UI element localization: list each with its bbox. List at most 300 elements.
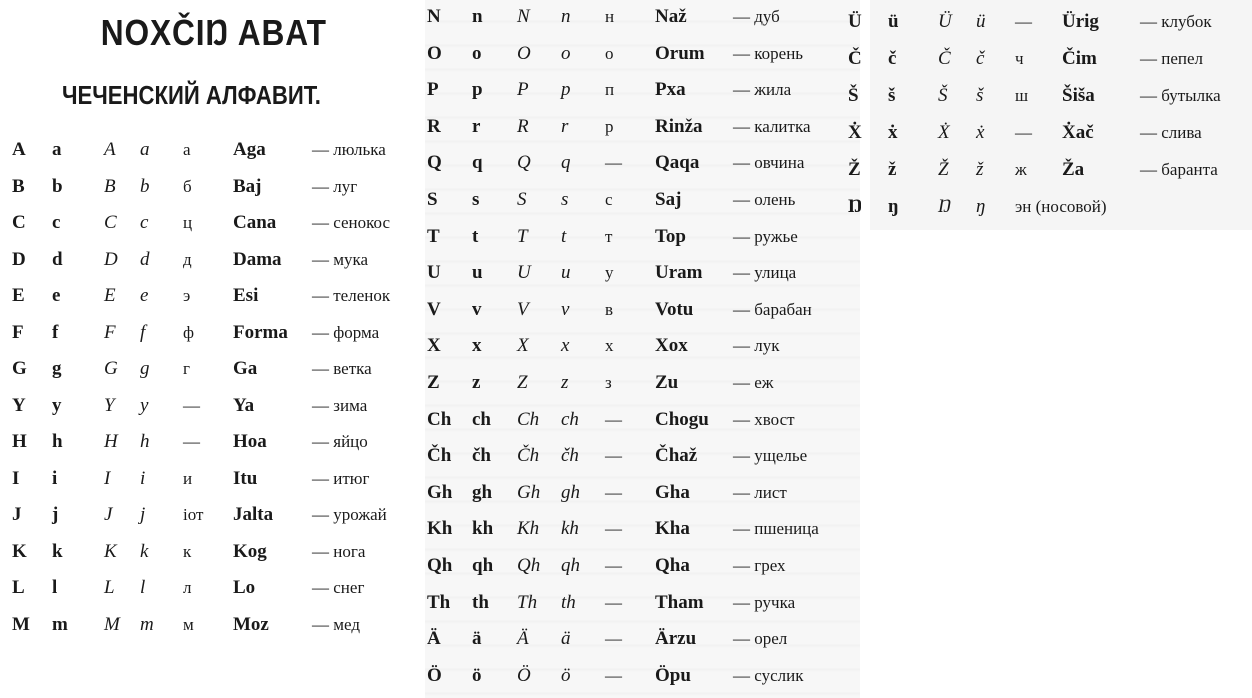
lowercase-letter: th: [472, 592, 489, 613]
alphabet-row: [425, 586, 855, 620]
italic-lowercase-letter: s: [561, 189, 569, 210]
italic-lowercase-letter: c: [140, 212, 149, 233]
italic-lowercase-letter: kh: [561, 518, 579, 539]
italic-uppercase-letter: B: [104, 176, 116, 197]
lowercase-letter: ŋ: [888, 196, 899, 217]
italic-uppercase-letter: E: [104, 285, 116, 306]
cyrillic-equivalent: б: [183, 177, 192, 196]
example-word: Kha: [655, 518, 690, 539]
italic-uppercase-letter: Y: [104, 395, 115, 416]
example-word: Itu: [233, 468, 258, 489]
example-word: Qaqa: [655, 152, 700, 173]
cyrillic-equivalent: iот: [183, 505, 204, 524]
alphabet-column-1: [0, 133, 425, 653]
italic-lowercase-letter: x: [561, 335, 570, 356]
uppercase-letter: Č: [848, 48, 862, 69]
lowercase-letter: v: [472, 299, 482, 320]
cyrillic-equivalent: —: [605, 483, 622, 502]
uppercase-letter: D: [12, 249, 26, 270]
italic-lowercase-letter: m: [140, 614, 154, 635]
alphabet-row: [840, 190, 1252, 224]
cyrillic-equivalent: —: [605, 556, 622, 575]
cyrillic-equivalent: эн (носовой): [1015, 197, 1107, 216]
cyrillic-equivalent: ф: [183, 323, 195, 342]
italic-uppercase-letter: Ü: [938, 11, 952, 32]
translation: — еж: [733, 373, 774, 392]
uppercase-letter: F: [12, 322, 24, 343]
lowercase-letter: p: [472, 79, 483, 100]
example-word: Forma: [233, 322, 288, 343]
alphabet-row: [425, 512, 855, 546]
italic-uppercase-letter: R: [517, 116, 529, 137]
alphabet-row: [425, 366, 855, 400]
translation: — зима: [312, 396, 368, 415]
cyrillic-equivalent: o: [605, 44, 614, 63]
example-word: Aga: [233, 139, 266, 160]
cyrillic-equivalent: —: [605, 153, 622, 172]
translation: — снег: [312, 578, 365, 597]
alphabet-row: [425, 146, 855, 180]
italic-lowercase-letter: z: [561, 372, 569, 393]
translation: — слива: [1140, 123, 1202, 142]
uppercase-letter: T: [427, 226, 440, 247]
lowercase-letter: qh: [472, 555, 494, 576]
translation: — мука: [312, 250, 369, 269]
alphabet-row: [425, 403, 855, 437]
uppercase-letter: Š: [848, 85, 859, 106]
italic-lowercase-letter: u: [561, 262, 571, 283]
cyrillic-equivalent: э: [183, 286, 191, 305]
translation: — форма: [312, 323, 380, 342]
translation: — пепел: [1140, 49, 1204, 68]
italic-lowercase-letter: a: [140, 139, 150, 160]
uppercase-letter: J: [12, 504, 22, 525]
italic-uppercase-letter: I: [104, 468, 111, 489]
alphabet-row: [0, 571, 425, 605]
translation: — лист: [733, 483, 787, 502]
italic-lowercase-letter: k: [140, 541, 149, 562]
example-word: Chogu: [655, 409, 709, 430]
translation: — барабан: [733, 300, 812, 319]
example-word: Dama: [233, 249, 282, 270]
italic-lowercase-letter: o: [561, 43, 571, 64]
lowercase-letter: ẋ: [888, 122, 898, 143]
example-word: Cana: [233, 212, 277, 233]
uppercase-letter: M: [12, 614, 30, 635]
cyrillic-equivalent: ш: [1015, 86, 1029, 105]
example-word: Šiša: [1062, 85, 1095, 106]
cyrillic-equivalent: х: [605, 336, 614, 355]
example-word: Jalta: [233, 504, 274, 525]
alphabet-row: [425, 622, 855, 656]
italic-uppercase-letter: Th: [517, 592, 538, 613]
uppercase-letter: Qh: [427, 555, 453, 576]
example-word: Gha: [655, 482, 690, 503]
uppercase-letter: Q: [427, 152, 442, 173]
lowercase-letter: g: [52, 358, 62, 379]
alphabet-row: [425, 37, 855, 71]
italic-lowercase-letter: r: [561, 116, 569, 137]
alphabet-row: [0, 389, 425, 423]
italic-uppercase-letter: S: [517, 189, 527, 210]
lowercase-letter: o: [472, 43, 482, 64]
lowercase-letter: i: [52, 468, 58, 489]
cyrillic-equivalent: л: [183, 578, 192, 597]
alphabet-row: [425, 256, 855, 290]
example-word: Zu: [655, 372, 679, 393]
italic-lowercase-letter: čh: [561, 445, 579, 466]
translation: — бутылка: [1140, 86, 1221, 105]
italic-lowercase-letter: p: [561, 79, 571, 100]
translation: — лук: [733, 336, 780, 355]
lowercase-letter: ch: [472, 409, 491, 430]
translation: — ружье: [733, 227, 798, 246]
alphabet-row: [0, 535, 425, 569]
translation: — ветка: [312, 359, 372, 378]
italic-uppercase-letter: O: [517, 43, 531, 64]
italic-lowercase-letter: d: [140, 249, 150, 270]
italic-uppercase-letter: Gh: [517, 482, 541, 503]
alphabet-row: [0, 133, 425, 167]
italic-lowercase-letter: h: [140, 431, 150, 452]
example-word: Xox: [655, 335, 688, 356]
alphabet-row: [0, 170, 425, 204]
italic-lowercase-letter: ch: [561, 409, 579, 430]
uppercase-letter: G: [12, 358, 27, 379]
italic-lowercase-letter: t: [561, 226, 567, 247]
italic-uppercase-letter: Q: [517, 152, 531, 173]
lowercase-letter: z: [472, 372, 481, 393]
cyrillic-equivalent: н: [605, 7, 615, 26]
translation: — итюг: [312, 469, 370, 488]
cyrillic-equivalent: —: [1015, 123, 1032, 142]
uppercase-letter: N: [427, 6, 441, 27]
cyrillic-equivalent: г: [183, 359, 190, 378]
italic-lowercase-letter: n: [561, 6, 571, 27]
uppercase-letter: K: [12, 541, 27, 562]
cyrillic-equivalent: к: [183, 542, 192, 561]
lowercase-letter: f: [52, 322, 59, 343]
example-word: Baj: [233, 176, 262, 197]
uppercase-letter: E: [12, 285, 25, 306]
translation: — калитка: [733, 117, 811, 136]
italic-uppercase-letter: X: [517, 335, 529, 356]
italic-lowercase-letter: v: [561, 299, 570, 320]
cyrillic-equivalent: с: [605, 190, 613, 209]
cyrillic-equivalent: —: [605, 519, 622, 538]
italic-uppercase-letter: Ž: [938, 159, 949, 180]
uppercase-letter: R: [427, 116, 441, 137]
uppercase-letter: Ö: [427, 665, 442, 686]
example-word: Ga: [233, 358, 258, 379]
uppercase-letter: Kh: [427, 518, 453, 539]
translation: — жила: [733, 80, 792, 99]
translation: — дуб: [733, 7, 780, 26]
italic-lowercase-letter: ž: [976, 159, 984, 180]
lowercase-letter: š: [888, 85, 896, 106]
cyrillic-equivalent: —: [1015, 12, 1032, 31]
uppercase-letter: I: [12, 468, 20, 489]
italic-uppercase-letter: Čh: [517, 445, 540, 466]
uppercase-letter: Ž: [848, 159, 861, 180]
translation: — баранта: [1140, 160, 1218, 179]
example-word: Čhaž: [655, 445, 698, 466]
translation: — орел: [733, 629, 788, 648]
alphabet-row: [0, 498, 425, 532]
italic-lowercase-letter: l: [140, 577, 146, 598]
cyrillic-equivalent: д: [183, 250, 192, 269]
italic-uppercase-letter: Č: [938, 48, 951, 69]
translation: — сенокос: [312, 213, 391, 232]
page-title: NOXČIŊ ABAT: [100, 12, 327, 53]
example-word: Tham: [655, 592, 704, 613]
translation: — корень: [733, 44, 804, 63]
lowercase-letter: č: [888, 48, 897, 69]
italic-uppercase-letter: L: [104, 577, 115, 598]
lowercase-letter: m: [52, 614, 68, 635]
cyrillic-equivalent: в: [605, 300, 614, 319]
italic-lowercase-letter: q: [561, 152, 571, 173]
alphabet-row: [425, 549, 855, 583]
lowercase-letter: ä: [472, 628, 482, 649]
alphabet-column-2: [425, 0, 855, 698]
cyrillic-equivalent: ж: [1015, 160, 1027, 179]
cyrillic-equivalent: —: [183, 396, 200, 415]
cyrillic-equivalent: —: [605, 666, 622, 685]
italic-lowercase-letter: š: [976, 85, 984, 106]
alphabet-row: [0, 352, 425, 386]
translation: — грех: [733, 556, 786, 575]
italic-uppercase-letter: K: [104, 541, 117, 562]
example-word: Orum: [655, 43, 705, 64]
uppercase-letter: X: [427, 335, 441, 356]
alphabet-row: [0, 279, 425, 313]
alphabet-row: [425, 0, 855, 34]
example-word: Ürig: [1062, 11, 1099, 32]
italic-uppercase-letter: A: [104, 139, 116, 160]
uppercase-letter: Ü: [848, 11, 862, 32]
italic-lowercase-letter: ẋ: [976, 122, 985, 143]
uppercase-letter: P: [427, 79, 439, 100]
italic-uppercase-letter: G: [104, 358, 118, 379]
alphabet-row: [425, 439, 855, 473]
lowercase-letter: n: [472, 6, 483, 27]
example-word: Ẋač: [1062, 122, 1094, 143]
italic-uppercase-letter: Ŋ: [938, 196, 952, 217]
lowercase-letter: k: [52, 541, 63, 562]
italic-uppercase-letter: M: [104, 614, 120, 635]
italic-uppercase-letter: H: [104, 431, 118, 452]
cyrillic-equivalent: p: [605, 117, 614, 136]
cyrillic-equivalent: —: [605, 446, 622, 465]
cyrillic-equivalent: ц: [183, 213, 193, 232]
example-word: Hoa: [233, 431, 267, 452]
cyrillic-equivalent: —: [183, 432, 200, 451]
uppercase-letter: Ä: [427, 628, 441, 649]
translation: — улица: [733, 263, 797, 282]
italic-uppercase-letter: Ä: [517, 628, 529, 649]
uppercase-letter: Ẋ: [848, 122, 862, 143]
example-word: Čim: [1062, 48, 1097, 69]
cyrillic-equivalent: у: [605, 263, 614, 282]
italic-lowercase-letter: č: [976, 48, 985, 69]
example-word: Ärzu: [655, 628, 697, 649]
lowercase-letter: x: [472, 335, 482, 356]
italic-uppercase-letter: F: [104, 322, 116, 343]
example-word: Esi: [233, 285, 259, 306]
italic-uppercase-letter: N: [517, 6, 530, 27]
lowercase-letter: q: [472, 152, 483, 173]
uppercase-letter: U: [427, 262, 441, 283]
example-word: Naž: [655, 6, 687, 27]
alphabet-row: [425, 220, 855, 254]
example-word: Pxa: [655, 79, 686, 100]
italic-uppercase-letter: C: [104, 212, 117, 233]
example-word: Moz: [233, 614, 269, 635]
lowercase-letter: r: [472, 116, 481, 137]
translation: — луг: [312, 177, 358, 196]
example-word: Votu: [655, 299, 694, 320]
italic-lowercase-letter: th: [561, 592, 576, 613]
uppercase-letter: Ŋ: [848, 196, 863, 217]
lowercase-letter: t: [472, 226, 479, 247]
alphabet-column-3: [840, 5, 1252, 225]
italic-uppercase-letter: V: [517, 299, 529, 320]
alphabet-row: [425, 659, 855, 693]
alphabet-row: [840, 79, 1252, 113]
alphabet-row: [0, 316, 425, 350]
example-word: Kog: [233, 541, 267, 562]
lowercase-letter: h: [52, 431, 63, 452]
italic-uppercase-letter: U: [517, 262, 531, 283]
lowercase-letter: ö: [472, 665, 482, 686]
uppercase-letter: Gh: [427, 482, 453, 503]
translation: — хвост: [733, 410, 795, 429]
translation: — олень: [733, 190, 796, 209]
uppercase-letter: Th: [427, 592, 451, 613]
example-word: Lo: [233, 577, 256, 598]
italic-uppercase-letter: T: [517, 226, 528, 247]
cyrillic-equivalent: т: [605, 227, 613, 246]
italic-lowercase-letter: gh: [561, 482, 580, 503]
uppercase-letter: C: [12, 212, 26, 233]
cyrillic-equivalent: —: [605, 629, 622, 648]
italic-lowercase-letter: g: [140, 358, 150, 379]
italic-lowercase-letter: e: [140, 285, 149, 306]
cyrillic-equivalent: ч: [1015, 49, 1024, 68]
lowercase-letter: ž: [888, 159, 897, 180]
page-subtitle: ЧЕЧЕНСКИЙ АЛФАВИТ.: [62, 80, 321, 110]
uppercase-letter: B: [12, 176, 25, 197]
lowercase-letter: b: [52, 176, 63, 197]
cyrillic-equivalent: —: [605, 593, 622, 612]
italic-uppercase-letter: Ö: [517, 665, 531, 686]
italic-uppercase-letter: Š: [938, 85, 948, 106]
italic-uppercase-letter: Kh: [517, 518, 540, 539]
cyrillic-equivalent: з: [605, 373, 612, 392]
alphabet-row: [0, 462, 425, 496]
alphabet-row: [425, 183, 855, 217]
lowercase-letter: d: [52, 249, 63, 270]
translation: — суслик: [733, 666, 804, 685]
example-word: Saj: [655, 189, 682, 210]
lowercase-letter: čh: [472, 445, 491, 466]
translation: — нога: [312, 542, 366, 561]
cyrillic-equivalent: —: [605, 410, 622, 429]
uppercase-letter: Z: [427, 372, 440, 393]
uppercase-letter: O: [427, 43, 442, 64]
italic-lowercase-letter: ö: [561, 665, 571, 686]
uppercase-letter: A: [12, 139, 26, 160]
lowercase-letter: gh: [472, 482, 493, 503]
uppercase-letter: H: [12, 431, 27, 452]
lowercase-letter: j: [52, 504, 59, 525]
example-word: Ya: [233, 395, 255, 416]
example-word: Öpu: [655, 665, 691, 686]
italic-uppercase-letter: D: [104, 249, 118, 270]
lowercase-letter: y: [52, 395, 62, 416]
lowercase-letter: a: [52, 139, 62, 160]
lowercase-letter: ü: [888, 11, 899, 32]
alphabet-row: [0, 206, 425, 240]
alphabet-row: [840, 42, 1252, 76]
uppercase-letter: L: [12, 577, 25, 598]
alphabet-row: [0, 425, 425, 459]
italic-lowercase-letter: ä: [561, 628, 571, 649]
uppercase-letter: Ch: [427, 409, 452, 430]
example-word: Top: [655, 226, 686, 247]
italic-lowercase-letter: f: [140, 322, 146, 343]
lowercase-letter: e: [52, 285, 61, 306]
example-word: Qha: [655, 555, 690, 576]
alphabet-row: [840, 153, 1252, 187]
alphabet-row: [0, 243, 425, 277]
italic-uppercase-letter: J: [104, 504, 113, 525]
alphabet-row: [425, 110, 855, 144]
translation: — клубок: [1140, 12, 1212, 31]
cyrillic-equivalent: м: [183, 615, 194, 634]
alphabet-row: [425, 329, 855, 363]
example-word: Ža: [1062, 159, 1085, 180]
example-word: Rinža: [655, 116, 703, 137]
italic-lowercase-letter: j: [140, 504, 146, 525]
lowercase-letter: s: [472, 189, 480, 210]
lowercase-letter: l: [52, 577, 58, 598]
italic-uppercase-letter: Ẋ: [938, 122, 950, 143]
translation: — теленок: [312, 286, 391, 305]
example-word: Uram: [655, 262, 703, 283]
italic-lowercase-letter: i: [140, 468, 146, 489]
uppercase-letter: V: [427, 299, 441, 320]
translation: — овчина: [733, 153, 805, 172]
uppercase-letter: Čh: [427, 445, 452, 466]
lowercase-letter: c: [52, 212, 61, 233]
italic-lowercase-letter: ü: [976, 11, 986, 32]
italic-uppercase-letter: Z: [517, 372, 528, 393]
translation: — ручка: [733, 593, 796, 612]
translation: — пшеница: [733, 519, 819, 538]
lowercase-letter: kh: [472, 518, 494, 539]
uppercase-letter: Y: [12, 395, 26, 416]
cyrillic-equivalent: п: [605, 80, 615, 99]
italic-uppercase-letter: Ch: [517, 409, 540, 430]
translation: — яйцо: [312, 432, 368, 451]
alphabet-row: [0, 608, 425, 642]
italic-lowercase-letter: qh: [561, 555, 580, 576]
italic-lowercase-letter: ŋ: [976, 196, 986, 217]
uppercase-letter: S: [427, 189, 438, 210]
translation: — мед: [312, 615, 360, 634]
